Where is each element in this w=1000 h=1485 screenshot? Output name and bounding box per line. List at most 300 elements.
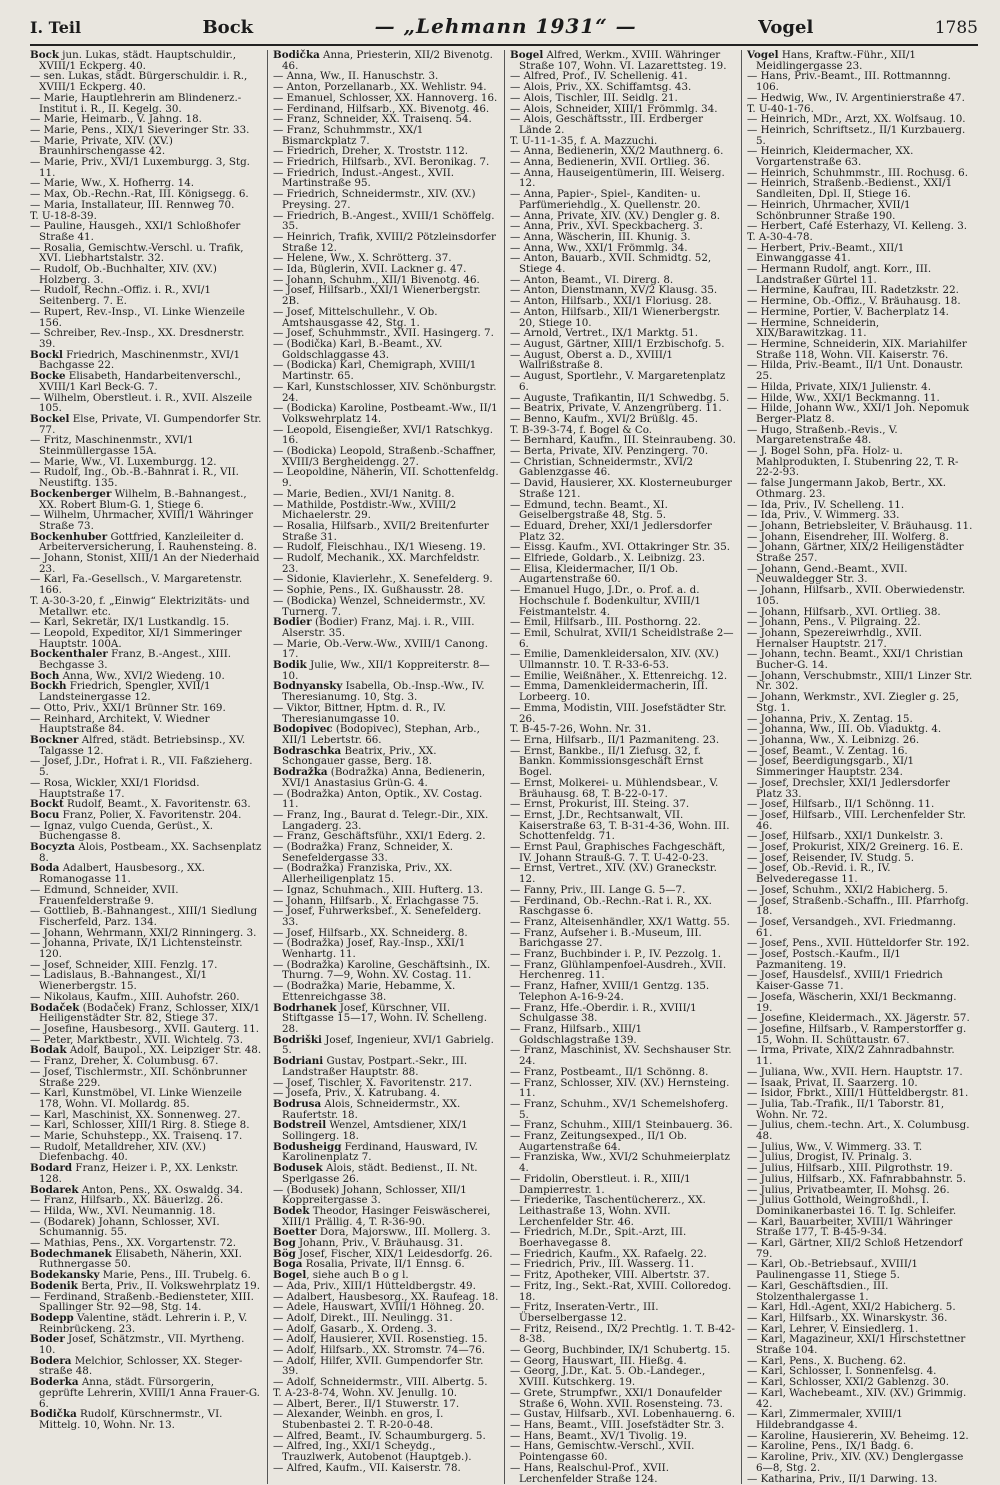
- entry-text: — Franz, Hilfsarb., XIII/1 Goldschlagstraße 139.: [510, 1022, 643, 1046]
- entry-text: Anna, Priesterin, XII/2 Bivenotg. 46.: [282, 49, 493, 72]
- entry-text: Theodor, Hasinger Feiswäscherei, XIII/1 Prällig. 4, T. R-36-90.: [282, 1204, 491, 1228]
- entry-surname: Bodekansky: [30, 1269, 100, 1282]
- entry-text: — Franz, Buchbinder i. P., IV. Pezzolg. 1.: [510, 948, 721, 961]
- entry-text: — Franz, Ing., Baurat d. Telegr.-Dir., XIX. Langaderg. 23.: [273, 808, 489, 832]
- directory-entry: [510, 1302, 736, 1323]
- directory-entry: [510, 50, 736, 71]
- directory-entry: [273, 553, 499, 574]
- entry-text: — Adele, Hauswart, XVIII/1 Höhneg. 20.: [273, 1301, 485, 1314]
- entry-text: — Wilhelm, Uhrmacher, XVIII/1 Währinger Straße 73.: [30, 509, 254, 532]
- directory-entry: [510, 703, 736, 724]
- entry-text: — Emil, Hilfsarb., III. Posthorng. 22.: [510, 616, 701, 629]
- directory-entry: [747, 671, 973, 692]
- entry-text: — Eissg. Kaufm., XVI. Ottakringer Str. 35.: [510, 541, 731, 554]
- directory-entry: [30, 938, 262, 959]
- directory-entry: [510, 810, 736, 842]
- entry-text: — Fritz, Inseraten-Vertr., III. Überselbergasse 12.: [510, 1301, 659, 1324]
- entry-text: — Emma, Modistin, VIII. Josefstädter Str. 26.: [510, 701, 727, 725]
- entry-text: — Rudolf, Fleischhau., IX/1 Wieseng. 19.: [273, 541, 486, 554]
- directory-entry: [30, 243, 262, 264]
- directory-entry: [747, 949, 973, 970]
- entry-text: — Fridolin, Oberstleut. i. R., XIII/1 Dampierrestr. 1.: [510, 1172, 691, 1196]
- directory-entry: [747, 917, 973, 938]
- entry-text: — Max, Ob.-Rechn.-Rat, III. Königsegg. 6.: [30, 188, 249, 201]
- directory-entry: [510, 478, 736, 499]
- entry-text: — (Bodražka) Franz, Schneider, X. Senefeldergasse 33.: [273, 841, 454, 864]
- entry-text: — (Bodražka) Karoline, Geschäftsinh., IX. Thurng. 7—9, Wohn. XV. Costag. 11.: [273, 958, 491, 982]
- directory-entry: [30, 906, 262, 927]
- entry-text: jun. Lukas, städt. Hauptschuldir., XVIII/1 Eckperg. 40.: [39, 49, 237, 72]
- entry-text: — Julius, Hilfsarb., XIII. Pilgrothstr. 19.: [747, 1162, 953, 1175]
- directory-entry: [30, 1163, 262, 1184]
- directory-entry: [273, 211, 499, 232]
- entry-text: — Johann, Wehrmann, XXI/2 Rinningerg. 3.: [30, 926, 257, 939]
- directory-entry: [30, 714, 262, 735]
- entry-text: — Bernhard, Kaufm., III. Steinraubeng. 30.: [510, 434, 736, 447]
- entry-text: — Ernst Paul, Graphisches Fachgeschäft, IV. Johann Strauß-G. 7. T. U-42-0-23.: [510, 841, 726, 864]
- entry-text: — Heinrich, Uhrmacher, XVII/1 Schönbrunner Straße 190.: [747, 198, 911, 222]
- entry-text: — Marie, Private, XIV. (XV.) Braunhirschengasse 42.: [30, 134, 173, 158]
- entry-text: — Leopold, Eisengießer, XVI/1 Ratschkyg. 16.: [273, 423, 494, 447]
- directory-entry: [273, 521, 499, 542]
- entry-text: — Adolf, Hausierer, XVII. Rosenstieg. 15.: [273, 1333, 488, 1346]
- entry-surname: Bodnyansky: [273, 680, 343, 693]
- entry-text: — Franz, Glühlampenfoel-Ausdreh., XVII. Herchenreg. 11.: [510, 958, 727, 982]
- column-2: [267, 50, 504, 1484]
- entry-text: — Friedrich, M.Dr., Spit.-Arzt, III. Boerhavegasse 8.: [510, 1226, 687, 1250]
- entry-text: — Karoline, Priv., XIV. (XV.) Denglergasse 6—8, Stg. 2.: [747, 1451, 964, 1474]
- entry-text: — Rosalia, Hilfsarb., XVII/2 Breitenfurter Straße 31.: [273, 519, 489, 543]
- entry-text: — Marie, Ww., VI. Luxemburgg. 12.: [30, 455, 217, 468]
- entry-text: — Alfred, Ing., XXI/1 Scheydg., Trauzlwerk, Autobenot (Hauptgeb.).: [273, 1440, 472, 1464]
- entry-text: — (Bodicka) Leopold, Straßenb.-Schaffner, XVIII/3 Bergheidengg. 27.: [273, 445, 496, 468]
- entry-text: — Hans, Beamt., VIII. Josefstädter Str. 3.: [510, 1419, 725, 1431]
- entry-text: — Julia, Tab.-Trafik., II/1 Taborstr. 81, Wohn. Nr. 72.: [747, 1097, 945, 1121]
- entry-text: — Rudolf, Rechn.-Offiz. i. R., XVI/1 Seitenberg. 7. E.: [30, 284, 211, 308]
- directory-entry: [747, 692, 973, 713]
- page-header: [30, 14, 978, 46]
- directory-entry: [510, 521, 736, 542]
- entry-text: — Johann, Pens., V. Pilgraing. 22.: [747, 616, 921, 629]
- entry-text: Alfred, Werkm., XVIII. Währinger Straße 107, Wohn. VI. Lazarettsteg. 19.: [519, 49, 727, 72]
- entry-surname: Bockel: [30, 412, 70, 425]
- directory-entry: [30, 50, 262, 71]
- entry-text: — Anton, Bauarb., XVII. Schmidtg. 52, Stiege 4.: [510, 252, 712, 276]
- entry-surname: Bodier: [273, 616, 312, 629]
- entry-text: — (Bodražka) Marie, Hebamme, X. Ettenreichgasse 38.: [273, 980, 456, 1003]
- directory-entry: [273, 1142, 499, 1163]
- directory-entry: [30, 285, 262, 306]
- directory-entry: [273, 617, 499, 638]
- directory-entry: [30, 842, 262, 863]
- entry-text: — Benno, Kaufm., XVI/2 Brüßlg. 45.: [510, 412, 699, 425]
- directory-entry: [273, 403, 499, 424]
- entry-text: — Josef, Hilfsarb., XXI/1 Dunkelstr. 3.: [747, 830, 944, 843]
- entry-text: — Mathilde, Postdistr.-Ww., XVIII/2 Michaelerstr. 29.: [273, 498, 457, 522]
- directory-entry: [510, 1174, 736, 1195]
- entry-text: — Anna, Ww., II. Hanuschstr. 3.: [273, 70, 439, 83]
- entry-surname: Boga: [273, 1258, 303, 1271]
- entry-text: — Erna, Hilfsarb., II/1 Pazmaniteng. 23.: [510, 734, 720, 746]
- entry-text: — Adolf, Hilfer, XVII. Gumpendorfer Str. 39.: [273, 1354, 484, 1378]
- directory-entry: [30, 1377, 262, 1409]
- entry-text: Anna, städt. Fürsorgerin, geprüfte Lehrerin, XVIII/1 Anna Frauer-G. 6.: [39, 1376, 260, 1410]
- directory-entry: [273, 981, 499, 1002]
- entry-text: — Peter, Marktbestr., XVII. Wichtelg. 73.: [30, 1033, 243, 1046]
- entry-text: — Josef, Beamt., V. Zentag. 16.: [747, 744, 908, 757]
- directory-entry: [273, 863, 499, 884]
- entry-text: Melchior, Schlosser, XX. Steger-straße 48.: [39, 1354, 243, 1378]
- entry-text: Franz, B.-Angest., XIII. Bechgasse 3.: [39, 648, 232, 672]
- entry-text: — Anton, Porzellanarb., XX. Wehlistr. 94.: [273, 81, 487, 94]
- directory-entry: [30, 136, 262, 157]
- entry-text: — Albert, Berer., II/1 Stuwerstr. 17.: [273, 1397, 460, 1410]
- directory-entry: [273, 1356, 499, 1377]
- directory-entry: [30, 1334, 262, 1355]
- entry-text: — Anna, Bedienerin, XVII. Ortlieg. 36.: [510, 156, 710, 169]
- entry-text: — Anna, Wäscherin, III. Khunig. 3.: [510, 230, 691, 243]
- directory-entry: [510, 114, 736, 135]
- page-title: — „Lehmann 1931“ —: [374, 14, 637, 38]
- section-label: I. Teil: [30, 18, 82, 37]
- entry-text: — Alfred, Prof., IV. Schellenig. 41.: [510, 70, 688, 83]
- entry-text: — Adolf, Gasarb., X. Ordeng. 3.: [273, 1322, 437, 1335]
- entry-text: — Karoline, Pens., IX/1 Badg. 6.: [747, 1440, 914, 1453]
- entry-text: — Hans, Beamt., XV/1 Tivolig. 19.: [510, 1429, 688, 1442]
- directory-entry: [510, 189, 736, 210]
- entry-text: Alfred, städt. Betriebsinsp., XV. Talgasse 12.: [39, 734, 246, 757]
- directory-entry: [30, 821, 262, 842]
- entry-text: — Ernst, Vertret., XIV. (XV.) Graneckstr. 12.: [510, 862, 717, 886]
- directory-entry: [30, 221, 262, 242]
- entry-text: — Johanna, Priv., X. Zentag. 15.: [747, 712, 913, 725]
- entry-surname: Boda: [30, 862, 60, 875]
- directory-entry: [30, 328, 262, 349]
- entry-text: — Karl, Hilfsarb., XX. Winarskystr. 36.: [747, 1311, 948, 1324]
- directory-entry: [747, 425, 973, 446]
- entry-text: — Karl, Pens., X. Bucheng. 62.: [747, 1354, 907, 1367]
- entry-text: — Ernst, Molkerei- u. Mühlendsbear., V. Bräuhausg. 68, T. B-22-0-17.: [510, 776, 719, 800]
- entry-text: — Anna, Priv., XVI. Speckbacherg. 3.: [510, 220, 703, 233]
- directory-entry: [273, 232, 499, 253]
- directory-entry: [273, 285, 499, 306]
- directory-entry: [30, 307, 262, 328]
- entry-text: — Julius, Ww., V. Wimmerg. 33. T.: [747, 1140, 923, 1153]
- entry-text: — Georg, Hauswart, III. Hießg. 4.: [510, 1354, 687, 1367]
- directory-entry: [30, 863, 262, 884]
- entry-text: Berta, Priv., II. Volkswehrplatz 19.: [77, 1279, 260, 1292]
- entry-text: — Johann, Hilfsarb., X. Erlachgasse 75.: [273, 894, 479, 907]
- entry-text: — Franz, Alteisenhändler, XX/1 Wattg. 55.: [510, 915, 730, 928]
- entry-surname: Bodrusa: [273, 1097, 322, 1110]
- directory-entry: [510, 842, 736, 863]
- entry-text: Marie, Pens., III. Trubelg. 6.: [99, 1269, 251, 1282]
- entry-text: — Fritz, Reisend., IX/2 Prechtlg. 1. T. B-42-8-38.: [510, 1322, 736, 1346]
- directory-entry: [273, 703, 499, 724]
- directory-entry: [30, 1292, 262, 1313]
- entry-text: Friedrich, Spengler, XVII/1 Landsteinergasse 12.: [39, 680, 211, 704]
- entry-text: — Karl, Fa.-Gesellsch., V. Margaretenstr. 166.: [30, 573, 243, 597]
- directory-entry: [30, 157, 262, 178]
- entry-text: — Josef, Schuhmmstr., XVII. Hasingerg. 7.: [273, 327, 494, 340]
- entry-text: — Karl, Schlosser, XXI/2 Gablenzg. 30.: [747, 1376, 950, 1389]
- entry-text: — Johann, Betriebsleiter, V. Bräuhausg. 11.: [747, 519, 973, 532]
- entry-text: — Anna, Bedienerin, XX/2 Mauthnerg. 6.: [510, 145, 724, 158]
- directory-entry: [510, 1366, 736, 1387]
- directory-entry: [30, 1067, 262, 1088]
- entry-text: Elisabeth, Näherin, XXI. Ruthnergasse 50.: [39, 1247, 242, 1271]
- entry-text: — Julius Gotthold, Weingroßhdl., I. Dominikanerbastei 16. T. Ig. Schleifer.: [747, 1194, 957, 1217]
- entry-surname: Bodik: [273, 659, 307, 672]
- directory-entry: [747, 542, 973, 563]
- entry-text: — Julius, Drogist, IV. Prinalg. 3.: [747, 1151, 913, 1164]
- entry-text: — Ferdinand, Straßenb.-Bediensteter, XIII. Spallinger Str. 92—98, Stg. 14.: [30, 1290, 254, 1314]
- entry-text: — Alois, Tischler, III. Seidlg. 21.: [510, 91, 678, 104]
- directory-entry: [273, 1056, 499, 1077]
- entry-text: — Josef, Hilfsarb., VIII. Lerchenfelder Str. 46.: [747, 808, 966, 832]
- column-1: [30, 50, 267, 1484]
- entry-text: — Heinrich, MDr., Arzt, XX. Wolfsaug. 10.: [747, 113, 966, 126]
- entry-text: — Heinrich, Schriftsetz., II/1 Kurzbauerg. 5.: [747, 123, 966, 147]
- entry-text: — Karl, Kunstschlosser, XIV. Schönburgstr. 24.: [273, 380, 497, 404]
- entry-text: — Schreiber, Rev.-Insp., XX. Dresdnerstr. 39.: [30, 327, 245, 350]
- directory-entry: [747, 1281, 973, 1302]
- entry-text: — Hans, Gemischtw.-Verschl., XVII. Pointengasse 60.: [510, 1440, 695, 1464]
- directory-entry: [510, 928, 736, 949]
- entry-text: — Karoline, Hausiererin, XV. Beheimg. 12.: [747, 1429, 969, 1442]
- entry-text: — Josef, Hilfsarb., XXI/1 Wienerbergstr. 2B.: [273, 284, 481, 308]
- entry-text: — Friedrich, Hilfsarb., XVI. Beronikag. 7.: [273, 156, 490, 169]
- directory-entry: [510, 371, 736, 392]
- directory-entry: [747, 863, 973, 884]
- directory-entry: [747, 403, 973, 424]
- directory-entry: [510, 500, 736, 521]
- directory-entry: [273, 1409, 499, 1430]
- entry-surname: Bockt: [30, 798, 64, 811]
- entry-text: — Alois, Geschäftsstr., III. Erdberger Lände 2.: [510, 113, 704, 136]
- entry-columns: [30, 49, 978, 1485]
- directory-entry: [747, 1474, 973, 1485]
- directory-entry: [510, 863, 736, 884]
- entry-surname: Bodražka: [273, 766, 328, 779]
- directory-entry: [747, 1409, 973, 1430]
- entry-text: Wilhelm, B.-Bahnangest., XX. Robert Blum-G. 1, Stiege 6.: [39, 487, 247, 511]
- page-number: 1785: [934, 18, 978, 38]
- directory-entry: [30, 414, 262, 435]
- entry-text: — Edmund, Schneider, XVII. Frauenfelderstraße 9.: [30, 883, 179, 907]
- entry-surname: Bockenberger: [30, 487, 112, 500]
- entry-surname: Bocyzta: [30, 841, 76, 854]
- directory-entry: [273, 467, 499, 488]
- entry-surname: Bodopivec: [273, 723, 333, 736]
- directory-entry: [510, 1131, 736, 1152]
- entry-text: — Karl, Hdl.-Agent, XXI/2 Habicherg. 5.: [747, 1301, 956, 1314]
- entry-text: T. B-39-3-74, f. Bogel & Co.: [510, 423, 653, 436]
- directory-entry: [747, 178, 973, 199]
- entry-text: — Juliana, Ww., XVII. Hern. Hauptstr. 17.: [747, 1065, 963, 1078]
- directory-entry: [30, 1088, 262, 1109]
- entry-text: — Heinrich, Straßenb.-Bedienst., XXI/1 Sandleiten, Dpl. II, Stiege 16.: [747, 177, 953, 201]
- entry-text: — Josef, Fuhrwerksbef., X. Senefelderg. 33.: [273, 905, 482, 928]
- entry-text: — Friedrich, Indust.-Angest., XVII. Martinstraße 95.: [273, 166, 455, 190]
- entry-text: — Adolf, Direkt., III. Neulingg. 31.: [273, 1311, 453, 1324]
- directory-entry: [30, 553, 262, 574]
- directory-entry: [30, 93, 262, 114]
- directory-entry: [273, 425, 499, 446]
- entry-text: — Herbert, Priv.-Beamt., XII/1 Einwanggasse 41.: [747, 241, 905, 265]
- entry-text: — Franz, Aufseher i. B.-Museum, III. Barichgasse 27.: [510, 926, 702, 950]
- entry-text: — Adolf, Schneidermstr., VIII. Albertg. 5.: [273, 1376, 488, 1389]
- entry-text: — Franz, Schuhm., XV/1 Schemelshoferg. 5.: [510, 1097, 729, 1121]
- entry-surname: Bodusek: [273, 1162, 323, 1175]
- directory-entry: [30, 393, 262, 414]
- directory-entry: [273, 842, 499, 863]
- column-3: [504, 50, 741, 1484]
- entry-text: Johann, Priv., V. Bräuhausg. 31.: [295, 1237, 464, 1250]
- entry-text: — Josef, Drechsler, XXI/1 Jedlersdorfer Platz 33.: [747, 776, 950, 800]
- entry-text: — Josefine, Hilfsarb., V. Ramperstorffer g. 15, Wohn. II. Schüttaustr. 67.: [747, 1022, 967, 1046]
- entry-text: — (Bodicka) Karl, Chemigraph, XVIII/1 Martinstr. 65.: [273, 359, 477, 383]
- column-4: [741, 50, 978, 1484]
- entry-text: — Franz, Schneider, XX. Traisenq. 54.: [273, 113, 472, 126]
- directory-entry: [30, 681, 262, 702]
- entry-surname: Bodriški: [273, 1033, 322, 1046]
- directory-entry: [747, 970, 973, 991]
- directory-entry: [747, 339, 973, 360]
- directory-entry: [747, 1259, 973, 1280]
- entry-text: — Anton, Beamt., VI. Direrg. 8.: [510, 273, 674, 286]
- entry-text: — Mathias, Pens., XX. Vorgartenstr. 72.: [30, 1237, 237, 1250]
- directory-entry: [747, 243, 973, 264]
- entry-text: — Franz, Schuhm., XIII/1 Steinbauerg. 36.: [510, 1119, 733, 1132]
- directory-entry: [510, 778, 736, 799]
- entry-text: — Karl, Ob.-Betriebsauf., XVIII/1 Paulinengasse 11, Stiege 5.: [747, 1258, 918, 1282]
- entry-text: — Josef, J.Dr., Hofrat i. R., VII. Faßzieherg. 5.: [30, 755, 253, 779]
- entry-text: T. U-11-1-35, f. A. Mazzuchi.: [510, 134, 658, 147]
- directory-entry: [747, 1120, 973, 1141]
- entry-text: — Josef, Hilfsarb., XX. Schneiderg. 8.: [273, 926, 468, 939]
- entry-text: — Josef, Postsch.-Kaufm., II/1 Pazmaniteng. 19.: [747, 948, 901, 971]
- entry-text: — David, Hausierer, XX. Klosterneuburger Straße 121.: [510, 477, 732, 500]
- entry-text: — Johanna, Private, IX/1 Lichtensteinstr. 120.: [30, 937, 243, 961]
- directory-entry: [747, 1099, 973, 1120]
- entry-text: — Marie, Schuhstepp., XX. Traisenq. 17.: [30, 1130, 243, 1143]
- entry-text: — Karl, Schlosser, I. Sonnenfelsg. 4.: [747, 1365, 937, 1378]
- entry-text: — Josef, Versandgeh., XVI. Friedmanng. 61.: [747, 915, 957, 939]
- entry-text: — Johann, Werkmstr., XVI. Ziegler g. 25, Stg. 1.: [747, 691, 959, 714]
- entry-text: — Josef, Reisender, IV. Studg. 5.: [747, 851, 915, 864]
- entry-text: — Anna, Private, XIV. (XV.) Dengler g. 8.: [510, 209, 721, 222]
- directory-entry: [747, 585, 973, 606]
- entry-text: — (Bodražka) Josef, Ray.-Insp., XXI/1 Wenhartg. 11.: [273, 937, 466, 961]
- entry-text: — Johann, Verschubmstr., XIII/1 Linzer Str. Nr. 302.: [747, 669, 973, 693]
- entry-text: (Bodopivec), Stephan, Arb., XII/1 Lebertstr. 66.: [282, 723, 480, 746]
- directory-entry: [510, 168, 736, 189]
- entry-surname: Bog: [273, 1237, 296, 1250]
- directory-entry: [510, 960, 736, 981]
- entry-text: — Hugo, Straßenb.-Revis., V. Margaretenstraße 48.: [747, 423, 898, 447]
- entry-text: — Franz, Dreher, X. Columbusg. 67.: [30, 1055, 219, 1068]
- entry-text: — (Bodička) Karl, B.-Beamt., XV. Goldschlaggasse 43.: [273, 337, 443, 361]
- entry-text: — Nikolaus, Kaufm., XIII. Auhofstr. 260.: [30, 990, 240, 1003]
- entry-text: (Bodier) Franz, Maj. i. R., VIII. Alserstr. 35.: [282, 616, 475, 639]
- entry-text: — Hedwig, Ww., IV. Argentinierstraße 47.: [747, 91, 965, 104]
- entry-text: — Leopold, Expeditor, XI/1 Simmeringer Hauptstr. 100A.: [30, 626, 242, 650]
- entry-text: — Hermine, Schneiderin, XIX. Mariahilfer Straße 118, Wohn. VII. Kaiserstr. 76.: [747, 337, 967, 361]
- entry-text: — Ida, Priv., IV. Schelleng. 11.: [747, 498, 905, 511]
- entry-text: Else, Private, VI. Gumpendorfer Str. 77.: [39, 412, 262, 436]
- directory-entry: [30, 1249, 262, 1270]
- entry-text: — Julius, Privatbeamter, II. Mohsg. 26.: [747, 1183, 950, 1196]
- entry-text: — Johann, Gärtner, XIX/2 Heiligenstädter Straße 257.: [747, 541, 964, 565]
- entry-text: — Hans, Priv.-Beamt., III. Rottmannng. 106.: [747, 70, 951, 94]
- entry-text: — Irma, Private, XIX/2 Zahnradbahnstr. 11.: [747, 1044, 955, 1068]
- directory-entry: [510, 1078, 736, 1099]
- directory-entry: [747, 756, 973, 777]
- entry-text: — Anna, Hauseigentümerin, III. Weiserg. 12.: [510, 166, 725, 190]
- entry-text: — Johanna, Ww., III. Ob. Viaduktg. 4.: [747, 723, 942, 736]
- entry-text: Hans, Kraftw.-Führ., XII/1 Meidlingergasse 23.: [756, 49, 916, 72]
- entry-surname: Vogel: [747, 49, 779, 61]
- directory-entry: [747, 478, 973, 499]
- directory-entry: [273, 1206, 499, 1227]
- directory-entry: [273, 660, 499, 681]
- entry-surname: Bogel: [510, 49, 544, 61]
- directory-entry: [30, 756, 262, 777]
- entry-text: — J. Bogel Sohn, pFa. Holz- u. Mahlprodukten, I. Stubenring 22, T. R-22-2-93.: [747, 445, 959, 479]
- entry-surname: Boch: [30, 669, 60, 682]
- directory-entry: [30, 970, 262, 991]
- entry-text: Franz, Heizer i. P., XX. Lenkstr. 128.: [39, 1162, 239, 1185]
- directory-entry: [273, 382, 499, 403]
- entry-text: — Otto, Priv., XXI/1 Brünner Str. 169.: [30, 701, 226, 714]
- entry-text: — sen. Lukas, städt. Bürgerschuldir. i. R., XVIII/1 Eckperg. 40.: [30, 70, 248, 94]
- directory-entry: [30, 1313, 262, 1334]
- entry-text: — Karl, Bauarbeiter, XVIII/1 Währinger Straße 177, T. B-45-9-34.: [747, 1215, 953, 1239]
- entry-text: — Karl, Wachebeamt., XIV. (XV.) Grimmig. 42.: [747, 1386, 967, 1410]
- entry-text: — Franz, Hfe.-Oberdir. i. R., XVIII/1 Schulgasse 38.: [510, 1001, 697, 1025]
- entry-text: — Hilda, Ww., XVI. Neumannig. 18.: [30, 1204, 216, 1217]
- entry-surname: Bodrhanek: [273, 1001, 337, 1014]
- entry-surname: Bodek: [273, 1204, 310, 1217]
- directory-entry: [510, 1152, 736, 1173]
- directory-entry: [510, 1195, 736, 1227]
- entry-surname: Bodechmanek: [30, 1247, 112, 1260]
- entry-text: — Karl, Lehrer, V. Einsiedlerg. 1.: [747, 1322, 919, 1335]
- entry-text: — Johann, Gend.-Beamt., XVII. Neuwaldegger Str. 3.: [747, 562, 908, 586]
- entry-text: — Anna, Papier-, Spiel-, Kanditen- u. Parfümeriehdlg., X. Quellenstr. 20.: [510, 188, 701, 211]
- entry-surname: Bodak: [30, 1044, 67, 1057]
- entry-text: — (Bodicka) Wenzel, Schneidermstr., XV. Turnerg. 7.: [273, 594, 486, 618]
- entry-surname: Boderka: [30, 1376, 79, 1389]
- directory-entry: [747, 992, 973, 1013]
- entry-text: — Edmund, techn. Beamt., XI. Geiselbergstraße 48, Stg. 5.: [510, 498, 668, 522]
- entry-surname: Bodera: [30, 1354, 72, 1367]
- entry-text: — Maria, Installateur, III. Rennweg 70.: [30, 198, 235, 211]
- directory-entry: [747, 1452, 973, 1473]
- entry-text: — Elfriede, Goldarb., X. Leibnizg. 23.: [510, 552, 706, 565]
- directory-entry: [747, 1238, 973, 1259]
- directory-entry: [30, 532, 262, 553]
- directory-entry: [510, 1281, 736, 1302]
- entry-text: Valentine, städt. Lehrerin i. P., V. Reinbrückeng. 23.: [39, 1311, 248, 1335]
- directory-entry: [747, 446, 973, 478]
- directory-entry: [510, 253, 736, 274]
- entry-text: Franz, Polier, X. Favoritenstr. 204.: [59, 808, 242, 821]
- entry-text: — Hermine, Schneiderin, XIX/Barawitzkag. 11.: [747, 316, 880, 340]
- entry-text: — Franz, Hilfsarb., XX. Bäuerlzg. 26.: [30, 1194, 224, 1207]
- entry-text: — Ferdinand, Ob.-Rechn.-Rat i. R., XX. Raschgasse 6.: [510, 894, 712, 918]
